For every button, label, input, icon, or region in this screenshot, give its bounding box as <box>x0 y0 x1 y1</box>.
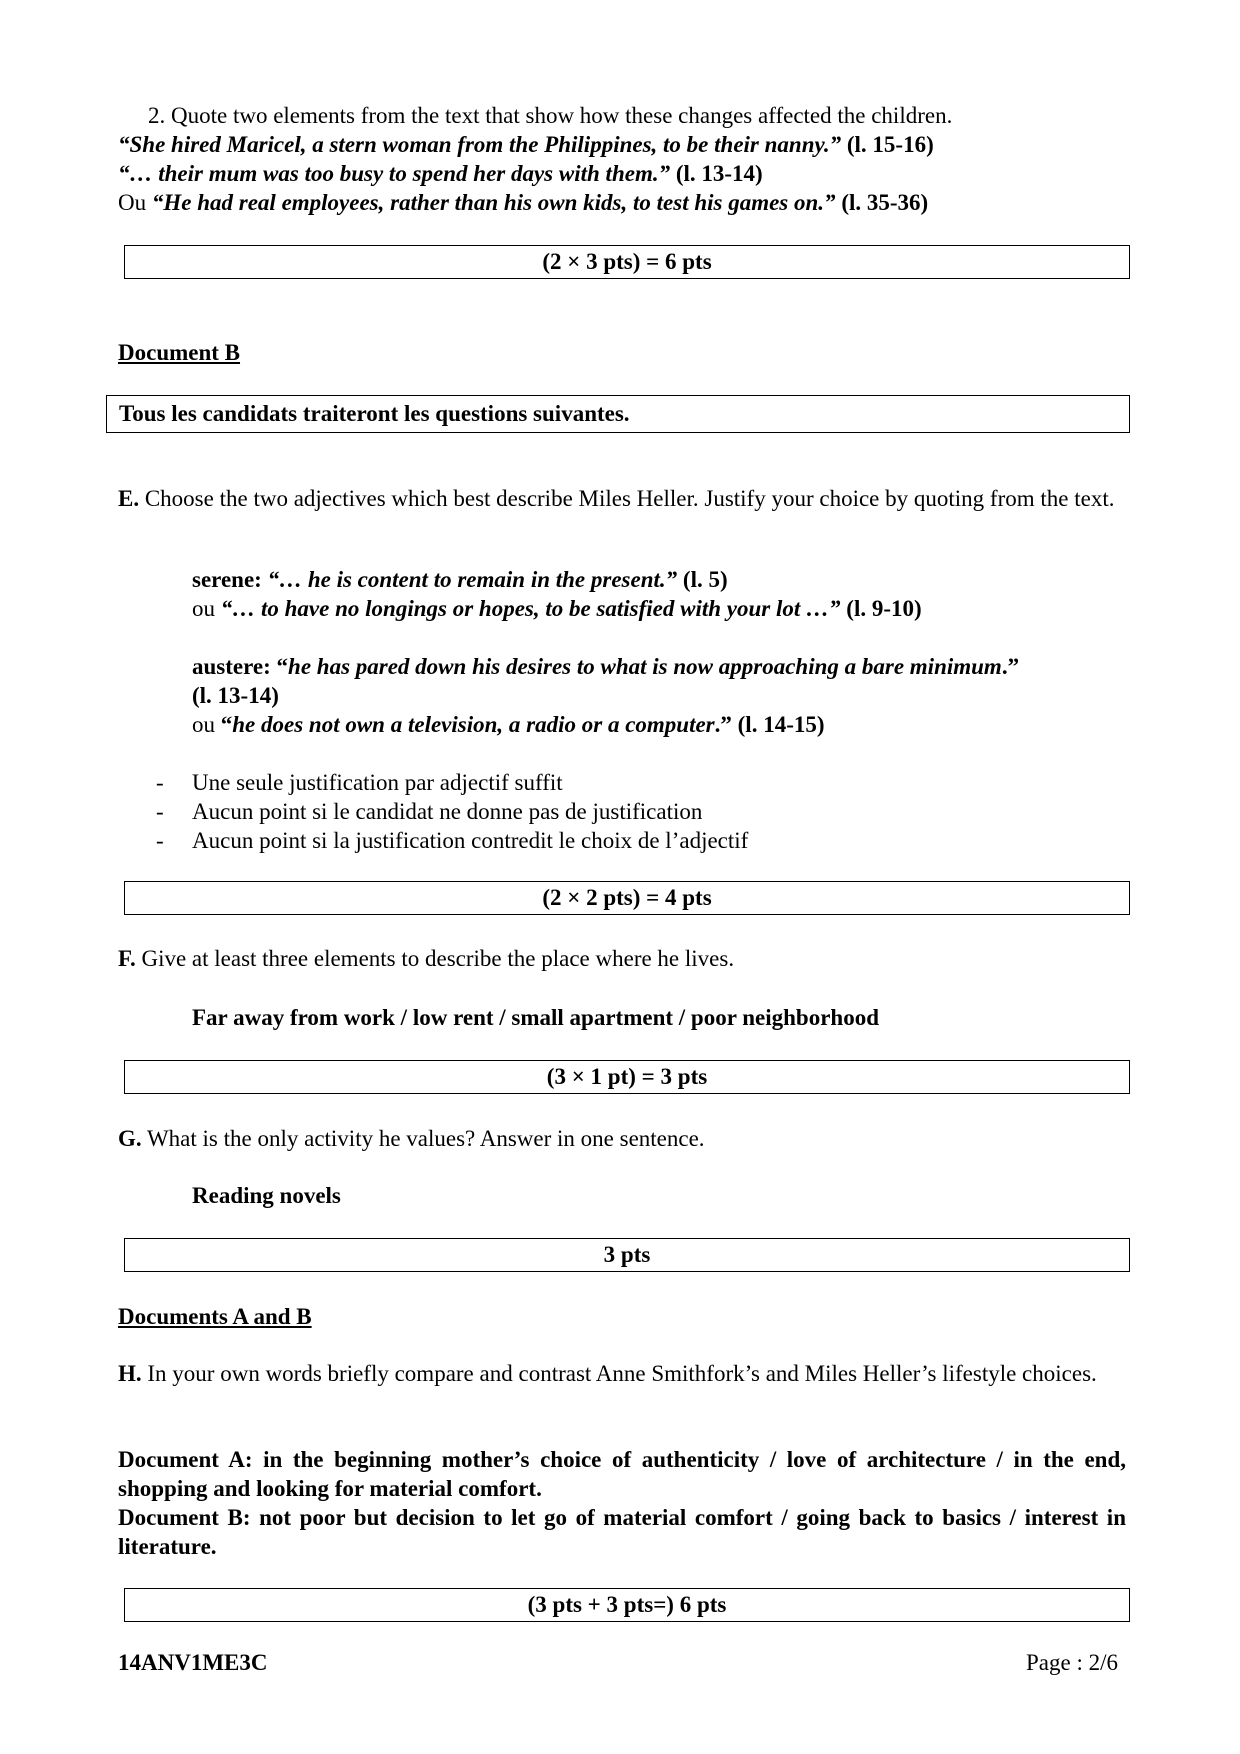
qH-answer-document-b: Document B: not poor but decision to let go of material comfort / going back to basics / interest in literature. <box>118 1505 1126 1559</box>
qG-score-box <box>124 1238 1130 1272</box>
qE-austere-quote: he has pared down his desires to what is now approaching a bare minimum <box>288 654 1002 679</box>
qE-note-3-bullet: - <box>156 828 164 853</box>
q2-score: (2 × 3 pts) = 6 pts <box>542 249 712 274</box>
qH-score: (3 pts + 3 pts=) 6 pts <box>527 1592 727 1617</box>
qF-question-text: Give at least three elements to describe the place where he lives. <box>135 946 735 971</box>
qE-serene <box>192 567 728 593</box>
qH-question-text: In your own words briefly compare and contrast Anne Smithfork’s and Miles Heller’s lifestyle choices. <box>141 1361 1097 1386</box>
qE-serene-ref: (l. 5) <box>677 567 728 592</box>
qF-letter: F. <box>118 946 136 971</box>
documents-a-b-heading: Documents A and B <box>118 1304 312 1329</box>
document-b-instruction: Tous les candidats traiteront les questions suivantes. <box>119 401 630 426</box>
q2-answer-2-ref: (l. 13-14) <box>670 161 763 186</box>
qE-serene-alt <box>192 596 922 622</box>
qF-question <box>118 946 734 972</box>
qE-austere-quote-open: “ <box>276 654 289 679</box>
qE-austere-ref: (l. 13-14) <box>192 683 279 708</box>
q2-answer-3 <box>118 190 928 216</box>
qE-question-text: Choose the two adjectives which best describe Miles Heller. Justify your choice by quoting from the text. <box>139 486 1115 511</box>
qE-note-3: Aucun point si la justification contredit le choix de l’adjectif <box>192 828 749 853</box>
qG-answer: Reading novels <box>192 1183 341 1208</box>
qE-note-2: Aucun point si le candidat ne donne pas de justification <box>192 799 703 824</box>
q2-answer-1 <box>118 132 934 158</box>
qG-question-text: What is the only activity he values? Answer in one sentence. <box>141 1126 705 1151</box>
qE-austere-alt-prefix: ou <box>192 712 221 737</box>
q2-answer-3-ref: (l. 35-36) <box>835 190 929 215</box>
q2-answer-1-ref: (l. 15-16) <box>841 132 934 157</box>
qE-austere-alt <box>192 712 825 738</box>
qE-serene-alt-quote: “… to have no longings or hopes, to be satisfied with your lot …” <box>220 596 841 621</box>
qE-serene-quote: “… he is content to remain in the present.” <box>267 567 678 592</box>
q2-question: 2. Quote two elements from the text that show how these changes affected the children. <box>148 103 953 128</box>
qE-austere <box>192 654 1019 680</box>
qE-serene-alt-ref: (l. 9-10) <box>840 596 922 621</box>
qE-note-2-bullet: - <box>156 799 164 824</box>
qH-answer-document-a: Document A: in the beginning mother’s choice of authenticity / love of architecture / in the end, shopping and looking for material comfort. <box>118 1447 1126 1501</box>
q2-answer-1-quote: “She hired Maricel, a stern woman from the Philippines, to be their nanny.” <box>118 132 842 157</box>
qE-score-box <box>124 881 1130 915</box>
qG-letter: G. <box>118 1126 142 1151</box>
qF-answer: Far away from work / low rent / small apartment / poor neighborhood <box>192 1005 880 1030</box>
qE-note-1: Une seule justification par adjectif suffit <box>192 770 563 795</box>
qG-question <box>118 1126 705 1152</box>
qE-austere-alt-open: “ <box>220 712 233 737</box>
qH-score-box <box>124 1588 1130 1622</box>
q2-answer-2 <box>118 161 763 187</box>
q2-answer-2-quote: “… their mum was too busy to spend her days with them.” <box>118 161 671 186</box>
q2-answer-3-prefix: Ou <box>118 190 152 215</box>
q2-answer-3-quote: “He had real employees, rather than his own kids, to test his games on.” <box>151 190 836 215</box>
qE-question <box>118 484 1126 513</box>
footer-code: 14ANV1ME3C <box>118 1650 268 1675</box>
qE-letter: E. <box>118 486 140 511</box>
qE-austere-quote-close: .” <box>1001 654 1020 679</box>
qE-austere-alt-close: .” (l. 14-15) <box>714 712 825 737</box>
document-b-heading: Document B <box>118 340 241 365</box>
qE-note-1-bullet: - <box>156 770 164 795</box>
qH-letter: H. <box>118 1361 142 1386</box>
qE-serene-alt-prefix: ou <box>192 596 221 621</box>
qF-score-box <box>124 1060 1130 1094</box>
qE-score: (2 × 2 pts) = 4 pts <box>542 885 712 910</box>
qE-serene-label: serene: <box>192 567 268 592</box>
document-b-instruction-box <box>106 395 1130 433</box>
q2-score-box <box>124 245 1130 279</box>
qE-austere-label: austere: <box>192 654 277 679</box>
qE-austere-alt-quote: he does not own a television, a radio or a computer <box>232 712 715 737</box>
qF-score: (3 × 1 pt) = 3 pts <box>546 1064 708 1089</box>
qG-score: 3 pts <box>603 1242 651 1267</box>
qH-question <box>118 1359 1126 1388</box>
footer-page-number: Page : 2/6 <box>1026 1650 1118 1675</box>
